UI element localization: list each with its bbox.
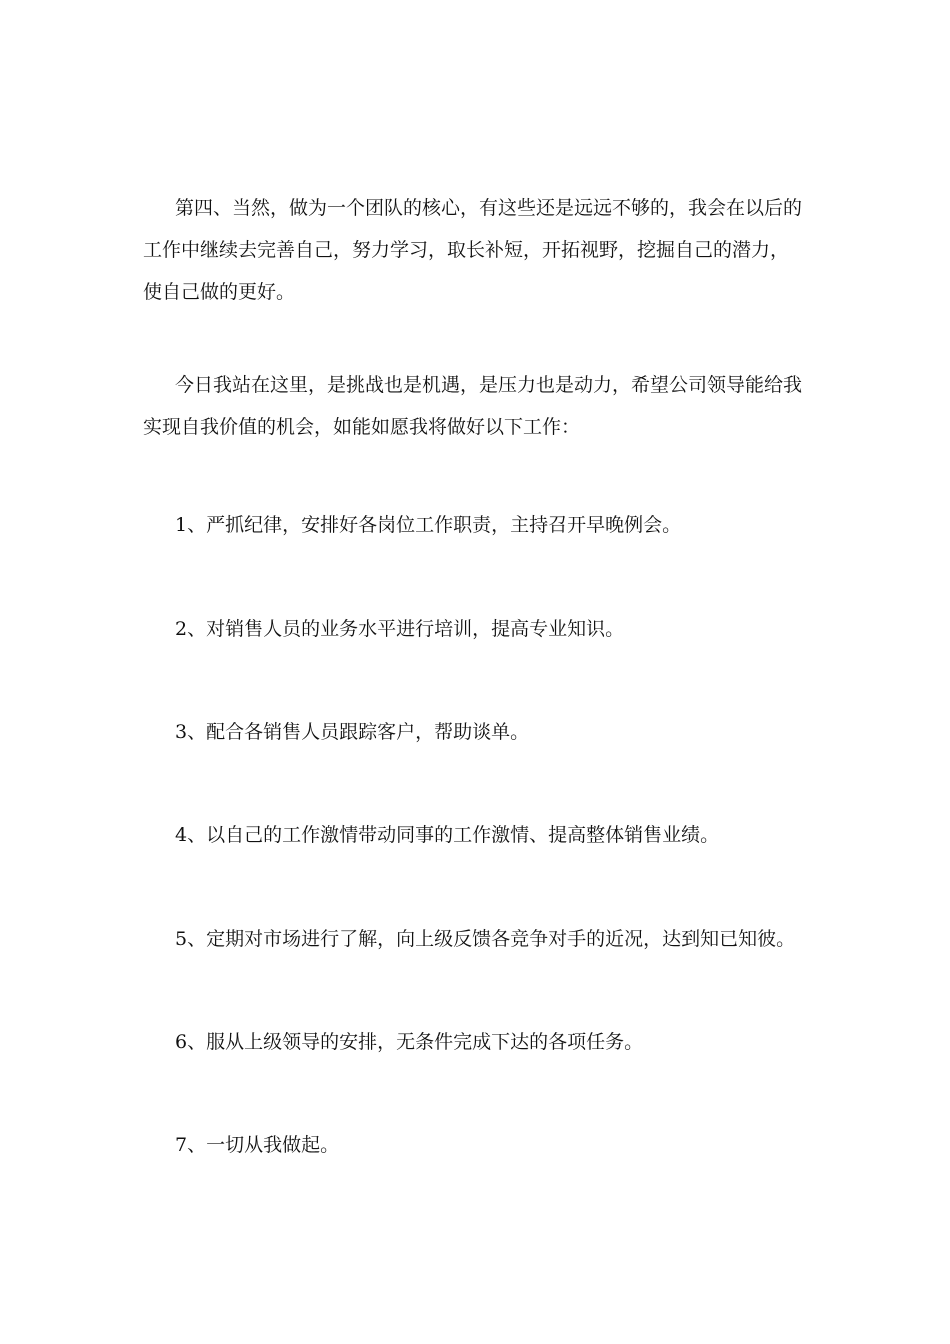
paragraph-line: 实现自我价值的机会，如能如愿我将做好以下工作： <box>143 416 581 438</box>
paragraph-today <box>143 364 811 448</box>
paragraph-line: 第四、当然，做为一个团队的核心，有这些还是远远不够的，我会在以后的 <box>175 197 803 219</box>
list-item: 7、一切从我做起。 <box>175 1134 340 1156</box>
paragraph-line: 使自己做的更好。 <box>143 281 296 303</box>
list-item: 2、对销售人员的业务水平进行培训，提高专业知识。 <box>175 618 625 640</box>
paragraph-line: 工作中继续去完善自己，努力学习，取长补短，开拓视野，挖掘自己的潜力， <box>143 239 790 261</box>
list-item: 3、配合各销售人员跟踪客户，帮助谈单。 <box>175 721 530 743</box>
list-item: 4、以自己的工作激情带动同事的工作激情、提高整体销售业绩。 <box>175 824 720 846</box>
list-item: 5、定期对市场进行了解，向上级反馈各竞争对手的近况，达到知已知彼。 <box>175 928 796 950</box>
paragraph-team-core <box>143 187 811 313</box>
paragraph-line: 今日我站在这里，是挑战也是机遇，是压力也是动力，希望公司领导能给我 <box>175 374 803 396</box>
list-item: 1、严抓纪律，安排好各岗位工作职责，主持召开早晚例会。 <box>175 514 682 536</box>
list-item: 6、服从上级领导的安排，无条件完成下达的各项任务。 <box>175 1031 644 1053</box>
